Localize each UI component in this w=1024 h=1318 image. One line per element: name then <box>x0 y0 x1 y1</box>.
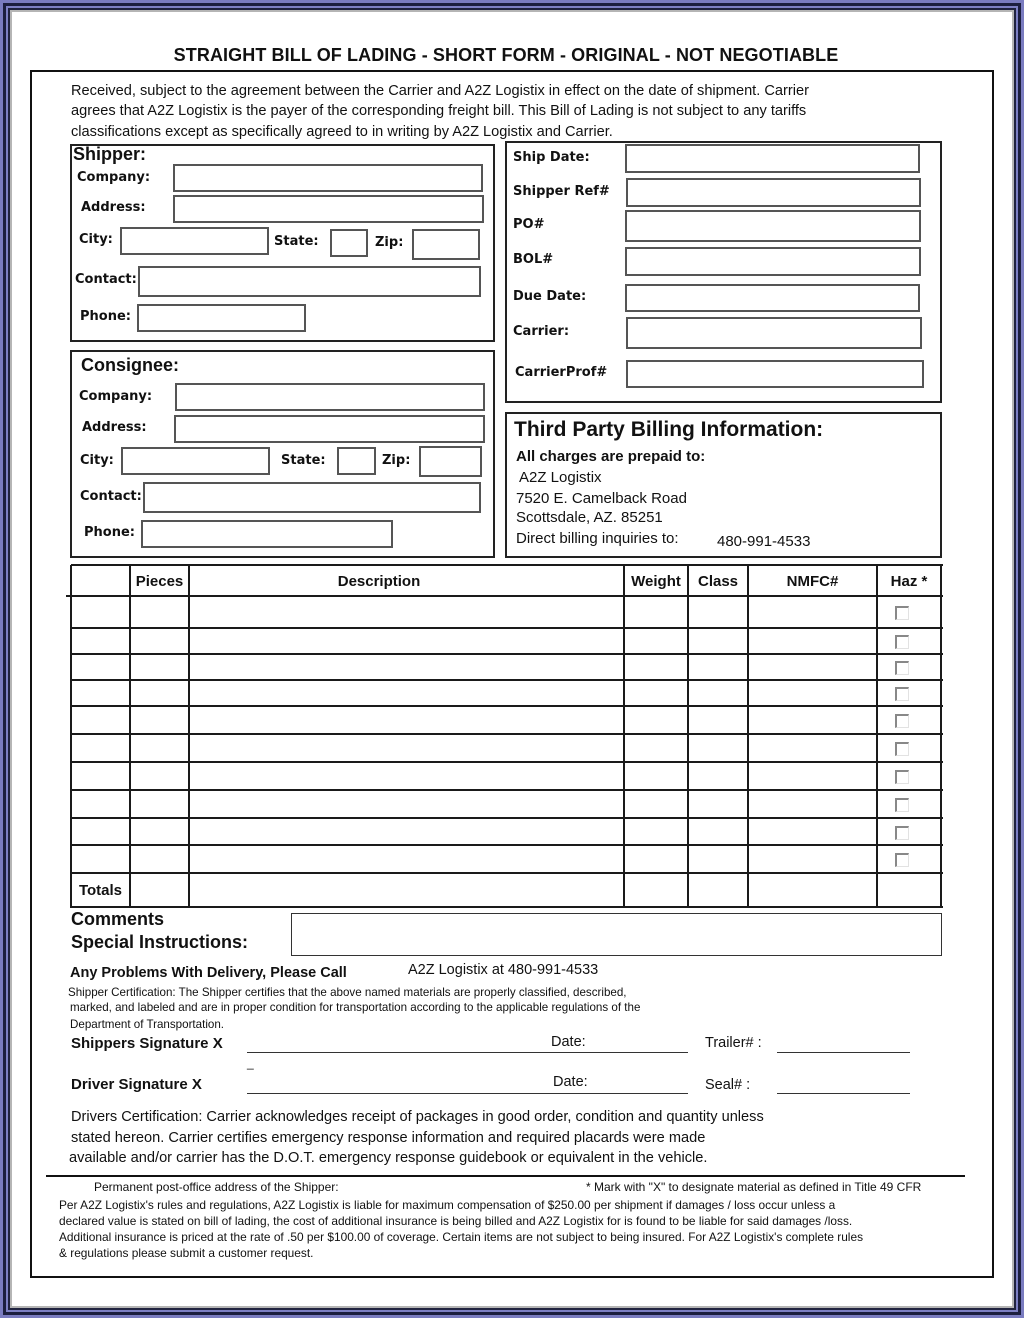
shipper-contact-field[interactable] <box>138 266 481 297</box>
consignee-contact-field[interactable] <box>143 482 481 513</box>
shipper-state-field[interactable] <box>330 229 368 257</box>
haz-checkbox[interactable] <box>895 853 909 867</box>
cell-description[interactable] <box>191 682 622 704</box>
driver-date-label: Date: <box>553 1074 588 1090</box>
shipper-heading: Shipper: <box>73 144 147 164</box>
driver-signature-line[interactable] <box>247 1093 688 1094</box>
shipper-zip-field[interactable] <box>412 229 480 260</box>
haz-checkbox[interactable] <box>895 606 909 620</box>
consignee-address-label: Address: <box>82 420 147 435</box>
document-page <box>12 12 1012 1306</box>
driver-certification <box>71 1107 764 1169</box>
consignee-state-field[interactable] <box>337 447 376 475</box>
stray-mark: _ <box>247 1056 254 1070</box>
cell-nmfc[interactable] <box>750 792 875 816</box>
cell-description[interactable] <box>191 736 622 760</box>
cell-pieces[interactable] <box>132 708 187 732</box>
due-date-field[interactable] <box>625 284 920 312</box>
trailer-label: Trailer# : <box>705 1035 762 1051</box>
col-header-haz: Haz * <box>890 573 928 590</box>
consignee-contact-label: Contact: <box>80 489 142 504</box>
cell-weight[interactable] <box>626 682 686 704</box>
shipper-ref-label: Shipper Ref# <box>513 184 610 199</box>
delivery-problems-label: Any Problems With Delivery, Please Call <box>70 965 347 981</box>
shipper-cert-line: Shipper Certification: The Shipper certifies that the above named materials are properly classified, described, <box>68 986 627 999</box>
shipper-contact-label: Contact: <box>75 272 137 287</box>
cell-pieces[interactable] <box>132 630 187 652</box>
col-header-description: Description <box>337 573 421 590</box>
cell-nmfc[interactable] <box>750 630 875 652</box>
special-instructions-field[interactable] <box>291 913 942 956</box>
shipper-certification <box>68 985 640 1032</box>
haz-checkbox[interactable] <box>895 661 909 675</box>
prepaid-label: All charges are prepaid to: <box>516 448 706 465</box>
consignee-state-label: State: <box>281 453 326 468</box>
consignee-phone-field[interactable] <box>141 520 393 548</box>
driver-cert-line: available and/or carrier has the D.O.T. emergency response guidebook or equivalent in the vehicle. <box>69 1150 708 1166</box>
cell-weight[interactable] <box>626 656 686 678</box>
consignee-heading: Consignee: <box>81 355 180 375</box>
haz-checkbox[interactable] <box>895 742 909 756</box>
cell-pieces[interactable] <box>132 847 187 871</box>
cell-nmfc[interactable] <box>750 682 875 704</box>
liability-line: Additional insurance is priced at the rate of .50 per $100.00 of coverage. Certain items are not subject to being insured. For A2Z Logistix's complete rules <box>59 1230 864 1244</box>
document-title: STRAIGHT BILL OF LADING - SHORT FORM - ORIGINAL - NOT NEGOTIABLE <box>173 45 839 65</box>
intro-line: Received, subject to the agreement between the Carrier and A2Z Logistix in effect on the date of shipment. Carrier <box>71 83 809 99</box>
cell-class[interactable] <box>690 708 746 732</box>
col-header-weight: Weight <box>631 573 681 590</box>
cell-nmfc[interactable] <box>750 736 875 760</box>
cell-nmfc[interactable] <box>750 708 875 732</box>
shipper-phone-field[interactable] <box>137 304 306 332</box>
cell-weight[interactable] <box>626 820 686 843</box>
cell-class[interactable] <box>690 847 746 871</box>
col-header-nmfc: NMFC# <box>786 573 839 590</box>
cell-weight[interactable] <box>626 598 686 626</box>
consignee-company-label: Company: <box>79 389 153 404</box>
delivery-problems-contact: A2Z Logistix at 480-991-4533 <box>408 962 599 978</box>
intro-line: agrees that A2Z Logistix is the payer of the corresponding freight bill. This Bill of Lading is not subject to any tariffs <box>71 103 807 120</box>
shipper-ref-field[interactable] <box>626 178 921 207</box>
cell-description[interactable] <box>191 656 622 678</box>
cell-class[interactable] <box>690 598 746 626</box>
cell-weight[interactable] <box>626 847 686 871</box>
cell-description[interactable] <box>191 847 622 871</box>
cell-description[interactable] <box>191 708 622 732</box>
consignee-phone-label: Phone: <box>84 525 135 540</box>
cell-weight[interactable] <box>626 736 686 760</box>
carrier-pro-label: CarrierProf# <box>515 365 608 380</box>
ship-date-field[interactable] <box>625 144 920 173</box>
comments-label: Comments <box>71 909 165 929</box>
totals-label: Totals <box>78 882 123 899</box>
billing-company: A2Z Logistix <box>519 469 602 486</box>
haz-note: * Mark with "X" to designate material as defined in Title 49 CFR <box>586 1180 922 1194</box>
shipper-phone-label: Phone: <box>80 309 131 324</box>
trailer-number-line[interactable] <box>777 1052 910 1053</box>
cell-description[interactable] <box>191 792 622 816</box>
po-number-field[interactable] <box>625 210 921 242</box>
haz-checkbox[interactable] <box>895 770 909 784</box>
due-date-label: Due Date: <box>513 289 587 304</box>
cell-nmfc[interactable] <box>750 656 875 678</box>
shipper-signature-label: Shippers Signature X <box>71 1035 223 1052</box>
billing-address-line2: Scottsdale, AZ. 85251 <box>516 509 663 526</box>
seal-label: Seal# : <box>705 1077 751 1093</box>
cell-class[interactable] <box>690 764 746 788</box>
carrier-label: Carrier: <box>513 324 570 339</box>
cell-description[interactable] <box>191 764 622 788</box>
carrier-pro-field[interactable] <box>626 360 924 388</box>
cell-nmfc[interactable] <box>750 598 875 626</box>
haz-checkbox[interactable] <box>895 714 909 728</box>
cell-class[interactable] <box>690 820 746 843</box>
cell-pieces[interactable] <box>132 682 187 704</box>
col-header-class: Class <box>697 573 739 590</box>
cell-pieces[interactable] <box>132 598 187 626</box>
liability-line: declared value is stated on bill of lading, the cost of additional insurance is being billed and A2Z Logistix for is found to be liable for said damages /loss. <box>59 1214 853 1228</box>
driver-signature-label: Driver Signature X <box>71 1076 202 1093</box>
special-instructions-label: Special Instructions: <box>71 932 249 952</box>
cell-description[interactable] <box>191 820 622 843</box>
third-party-heading: Third Party Billing Information: <box>514 418 824 441</box>
bol-number-field[interactable] <box>625 247 921 276</box>
shipper-company-field[interactable] <box>173 164 483 192</box>
cell-pieces[interactable] <box>132 792 187 816</box>
shipper-address-label: Address: <box>81 200 146 215</box>
driver-cert-line: stated hereon. Carrier certifies emergency response information and required placards were made <box>71 1129 706 1146</box>
cell-pieces[interactable] <box>132 656 187 678</box>
seal-number-line[interactable] <box>777 1093 910 1094</box>
cell-class[interactable] <box>690 736 746 760</box>
consignee-zip-field[interactable] <box>419 446 482 477</box>
col-header-pieces: Pieces <box>135 573 184 590</box>
shipper-address-field[interactable] <box>173 195 484 223</box>
consignee-zip-label: Zip: <box>382 453 411 468</box>
cell-class[interactable] <box>690 682 746 704</box>
shipper-zip-label: Zip: <box>375 235 404 250</box>
shipper-date-label: Date: <box>551 1034 586 1050</box>
billing-phone: 480-991-4533 <box>717 533 811 550</box>
cell-weight[interactable] <box>626 764 686 788</box>
consignee-address-field[interactable] <box>174 415 485 443</box>
consignee-city-label: City: <box>80 453 114 468</box>
footer-divider <box>46 1175 965 1177</box>
consignee-company-field[interactable] <box>175 383 485 411</box>
liability-line: & regulations please submit a customer request. <box>59 1246 314 1260</box>
shipper-state-label: State: <box>274 234 319 249</box>
cell-pieces[interactable] <box>132 820 187 843</box>
cell-class[interactable] <box>690 630 746 652</box>
po-address-label: Permanent post-office address of the Shipper: <box>94 1180 339 1194</box>
cell-description[interactable] <box>191 630 622 652</box>
shipper-company-label: Company: <box>77 170 151 185</box>
shipper-signature-line[interactable] <box>247 1052 688 1053</box>
haz-checkbox[interactable] <box>895 798 909 812</box>
cell-class[interactable] <box>690 656 746 678</box>
shipper-cert-line: marked, and labeled and are in proper condition for transportation according to the applicable regulations of the <box>70 1001 641 1014</box>
consignee-city-field[interactable] <box>121 447 270 475</box>
cell-pieces[interactable] <box>132 736 187 760</box>
shipper-city-label: City: <box>79 232 113 247</box>
intro-line: classifications except as specifically agreed to in writing by A2Z Logistix and Carrier. <box>71 123 613 140</box>
billing-address-line1: 7520 E. Camelback Road <box>516 490 687 507</box>
shipper-city-field[interactable] <box>120 227 269 255</box>
liability-line: Per A2Z Logistix's rules and regulations, A2Z Logistix is liable for maximum compensation of $250.00 per shipment if damages / loss occur unless a <box>59 1198 836 1212</box>
haz-checkbox[interactable] <box>895 687 909 701</box>
haz-checkbox[interactable] <box>895 635 909 649</box>
shipper-cert-line: Department of Transportation. <box>70 1018 225 1031</box>
cell-nmfc[interactable] <box>750 820 875 843</box>
cell-class[interactable] <box>690 792 746 816</box>
driver-cert-line: Drivers Certification: Carrier acknowledges receipt of packages in good order, condition and quantity unless <box>71 1109 764 1125</box>
cell-weight[interactable] <box>626 792 686 816</box>
ship-date-label: Ship Date: <box>513 150 590 165</box>
carrier-field[interactable] <box>626 317 922 349</box>
haz-checkbox[interactable] <box>895 826 909 840</box>
bol-number-label: BOL# <box>513 252 554 267</box>
cell-description[interactable] <box>191 598 622 626</box>
cell-pieces[interactable] <box>132 764 187 788</box>
cell-weight[interactable] <box>626 630 686 652</box>
po-number-label: PO# <box>513 217 545 232</box>
cell-weight[interactable] <box>626 708 686 732</box>
billing-inquiries-label: Direct billing inquiries to: <box>516 530 679 547</box>
liability-terms <box>59 1197 863 1261</box>
cell-nmfc[interactable] <box>750 764 875 788</box>
intro-paragraph <box>71 81 931 142</box>
cell-nmfc[interactable] <box>750 847 875 871</box>
